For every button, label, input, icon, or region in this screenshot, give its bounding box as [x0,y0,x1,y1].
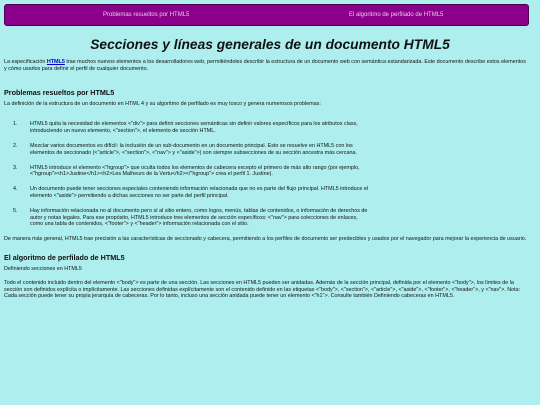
problem-item-5 [13,207,370,228]
intro-after: trae muchos nuevos elementos a los desarrolladores web, permitiéndoles describir la estructura de un documento web con semántica estandarizada. Este documento describe estos elementos y cómo usarlos para definir el perfil de cualquier documento. [4,59,526,72]
nav-link-problems[interactable]: Problemas resueltos por HTML5 [103,12,190,18]
problems-heading: Problemas resueltos por HTML5 [4,87,115,97]
problem-item-3 [13,164,370,179]
problem-number: 2. [13,142,18,149]
problem-text: Hay información relacionada no al documento pero sí al sitio entero, como logos, menús, tablas de contenidos, o información de derechos de autor y notas legales. Para ese propósito, HTML5 introduce tres elementos de sección específicos: <"nav"> para colecciones de enlaces, como una tabla de contenidos, <"footer"> y <"header"> información relacionada con el sitio. [30,207,368,228]
problem-number: 3. [13,164,18,171]
problems-intro: La definición de la estructura de un documento en HTML 4 y su algoritmo de perfilado es muy tosco y genera numerosos problemas: [4,100,321,107]
problem-text: Mezclar varios documentos es difícil: la inclusión de un sub-documento en un documento principal. Esto se resuelve en HTML5 con los elementos de seccionado (<"article">, <"section">, <"nav"> y <"aside">) son siempre subsecciones de su sección ancestra más cercana. [30,142,357,156]
problems-summary: De manera más general, HTML5 trae precisión a las características de seccionado y cabecera, permitiendo a los perfiles de documento ser predecibles y usados por el navegador para mejorar la experiencia de usuario. [4,236,527,243]
top-navigation [4,4,529,26]
problem-number: 5. [13,207,18,214]
html5-link[interactable]: HTML5 [46,59,65,65]
intro-before: La especificación [4,59,47,65]
problem-text: Un documento puede tener secciones especiales conteniendo información relacionada que no es parte del flujo principal. HTML5 introduce el elemento <"aside"> permitiendo a dichas secciones no ser parte del perfil principal. [30,186,369,199]
algorithm-content: Todo el contenido incluido dentro del elemento <"body"> es parte de una sección. Las secciones en HTML5 pueden ser anidadas. Además de la sección principal, definida por el elemento <"body">, los límites de la sección son definidos explícita o implícitamente. Las secciones definidas explícitamente son el contenido definido en las etiquetas <"body">, <"section">, <"article">, <"aside">, <"footer">, <"header">, y <"nav">. Nota: Cada sección puede tener su propia jerarquía de cabeceras. Por lo tanto, incluso una sección anidada puede tener un elemento <"h1">. Consulte también Definiendo cabeceras en HTML5. [4,279,521,300]
nav-link-algorithm[interactable]: El algoritmo de perfilado de HTML5 [349,12,444,18]
page-title: Secciones y líneas generales de un documento HTML5 [90,37,450,52]
problem-item-2 [13,142,370,157]
problem-text: HTML5 introduce el elemento <"hgroup"> que oculta todos los elementos de cabecera excepto el primero de más alto rango (por ejemplo, <"hgroup"><h1>Justine</h1><h2>Les Malheurs de la Vertu</h2></"hgroup"> crea el perfil 1. Justine). [30,164,360,178]
problem-text: HTML5 quita la necesidad de elementos <"div"> para definir secciones semánticas sin definir valores específicos para los atributos class, introduciendo un nuevo elemento, <"section">, el elemento de sección HTML. [30,121,358,135]
document-content [4,59,530,300]
problems-list [4,121,530,228]
problem-number: 4. [13,186,18,193]
problem-item-1 [13,121,370,135]
defining-sections-text: Definiendo secciones en HTML5 [4,265,82,272]
algorithm-heading: El algoritmo de perfilado de HTML5 [4,252,125,262]
intro-paragraph [4,59,530,73]
problem-item-4 [13,186,370,200]
problem-number: 1. [13,121,18,128]
